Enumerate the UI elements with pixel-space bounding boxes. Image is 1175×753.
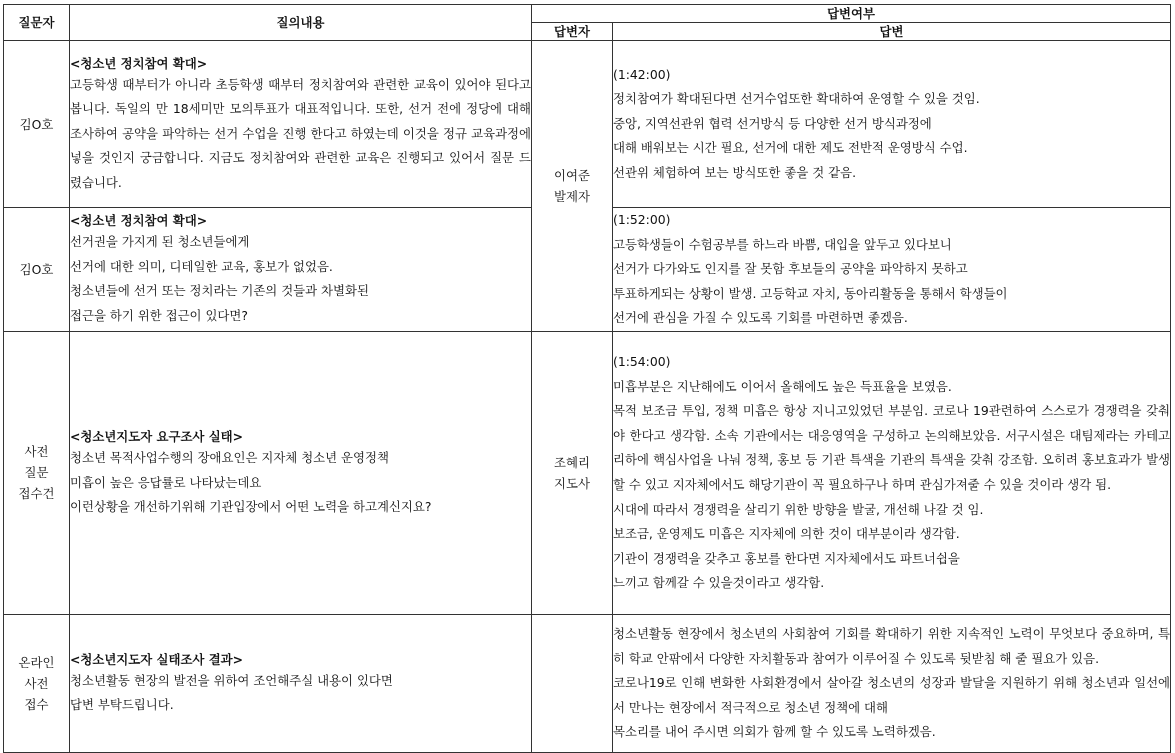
answer-line: 미흡부분은 지난해에도 이어서 올해에도 높은 득표율을 보였음.: [613, 378, 952, 394]
question-cell: [70, 614, 532, 752]
question-text: 고등학생 때부터가 아니라 초등학생 때부터 정치참여와 관련한 교육이 있어야 된다고 봅니다. 독일의 만 18세미만 모의투표가 대표적입니다. 또한, 선거 전에 정당에 대해 조사하여 공약을 파악하는 선거 수업을 진행 한다고 하였는데 이것을 정규 교육과정에 넣을 것인지 궁금합니다. 지금도 정치참여와 관련한 교육은 진행되고 있어서 질문 드렸습니다.: [70, 76, 531, 190]
question-line: 청소년 목적사업수행의 장애요인은 지자체 청소년 운영정책: [70, 450, 389, 466]
answer-line: 정치참여가 확대된다면 선거수업또한 확대하여 운영할 수 있을 것임.: [613, 91, 980, 107]
question-cell: [70, 208, 532, 332]
answerer-cell-empty: [532, 614, 613, 752]
answerer-cell: [532, 331, 613, 614]
qa-table: [3, 4, 1171, 753]
answer-line: 대해 배워보는 시간 필요, 선거에 대한 제도 전반적 운영방식 수업.: [613, 140, 968, 156]
answer-line: 투표하게되는 상황이 발생. 고등학교 자치, 동아리활동을 통해서 학생들이: [613, 285, 1008, 301]
question-title: <청소년 정치참여 확대>: [70, 55, 208, 71]
answer-line: 선관위 체험하여 보는 방식또한 좋을 것 같음.: [613, 164, 857, 180]
answer-paragraph: 코로나19로 인해 변화한 사회환경에서 살아갈 청소년의 성장과 발달을 지원하기 위해 청소년과 일선에서 만나는 현장에서 적극적으로 청소년 정책에 대해: [613, 675, 1171, 715]
answer-line: 중앙, 지역선관위 협력 선거방식 등 다양한 선거 방식과정에: [613, 115, 932, 131]
answer-cell: [613, 331, 1171, 614]
answerer-cell: [532, 41, 613, 332]
answer-time: (1:52:00): [613, 212, 671, 227]
asker-cell: 사전 질문 접수건: [4, 331, 70, 614]
table-row: [4, 614, 1171, 752]
question-line: 선거에 대한 의미, 디테일한 교육, 홍보가 없었음.: [70, 258, 333, 274]
answer-line: 선거가 다가와도 인지를 잘 못함 후보들의 공약을 파악하지 못하고: [613, 261, 968, 277]
answer-paragraph: 목적 보조금 투입, 정책 미흡은 항상 지니고있었던 부분임. 코로나 19관련하여 스스로가 경쟁력을 갖춰야 한다고 생각함. 소속 기관에서는 대응영역을 구성하고 논의해보았음. 서구시설은 대팀제라는 카테고리하에 핵심사업을 나눠 정책, 홍보 등 기관 특색을 기관의 특색을 갖춰 강조함. 오히려 홍보효과가 발생할 수 있고 지자체에서도 해당기관이 꼭 필요하구나 하며 관심가져줄 수 있을 것이라 생각 됨.: [613, 403, 1171, 492]
header-answer-status: 답변여부: [532, 5, 1171, 23]
question-line: 청소년들에 선거 또는 정치라는 기존의 것들과 차별화된: [70, 283, 369, 299]
asker-cell: 김O호: [4, 208, 70, 332]
table-row: [4, 41, 1171, 208]
asker-cell: 김O호: [4, 41, 70, 208]
answerer-name: 조혜리 지도사: [554, 454, 590, 491]
answer-cell: [613, 614, 1171, 752]
question-line: 미흡이 높은 응답률로 나타났는데요: [70, 474, 262, 490]
question-line: 접근을 하기 위한 접근이 있다면?: [70, 308, 248, 324]
answer-time: (1:42:00): [613, 66, 671, 82]
table-row: [4, 331, 1171, 614]
answer-paragraph: 청소년활동 현장에서 청소년의 사회참여 기회를 확대하기 위한 지속적인 노력이 무엇보다 중요하며, 특히 학교 안팎에서 다양한 자치활동과 참여가 이루어질 수 있도록 뒷받침 해 줄 필요가 있음.: [613, 625, 1171, 666]
answer-cell: [613, 208, 1171, 332]
question-cell: [70, 41, 532, 208]
question-line: 이런상황을 개선하기위해 기관입장에서 어떤 노력을 하고계신지요?: [70, 499, 432, 515]
question-line: 답변 부탁드립니다.: [70, 697, 174, 713]
answer-line: 고등학생들이 수험공부를 하느라 바쁨, 대입을 앞두고 있다보니: [613, 236, 952, 252]
question-line: 청소년활동 현장의 발전을 위하여 조언해주실 내용이 있다면: [70, 672, 393, 688]
answer-line: 느끼고 함께갈 수 있을것이라고 생각함.: [613, 575, 825, 591]
header-answer: 답변: [613, 23, 1171, 41]
answer-cell: [613, 41, 1171, 208]
answerer-name: 이여준 발제자: [554, 167, 590, 204]
answer-line: 목소리를 내어 주시면 의회가 함께 할 수 있도록 노력하겠음.: [613, 724, 936, 740]
question-line: 선거권을 가지게 된 청소년들에게: [70, 234, 250, 250]
question-title: <청소년 정치참여 확대>: [70, 213, 208, 229]
asker-cell: 온라인 사전 접수: [4, 614, 70, 752]
header-question: 질의내용: [70, 5, 532, 41]
answer-line: 선거에 관심을 가질 수 있도록 기회를 마련하면 좋겠음.: [613, 310, 908, 326]
question-title: <청소년지도자 요구조사 실태>: [70, 429, 244, 445]
question-cell: [70, 331, 532, 614]
answer-line: 보조금, 운영제도 미흡은 지자체에 의한 것이 대부분이라 생각함.: [613, 526, 960, 542]
answer-line: 시대에 따라서 경쟁력을 살리기 위한 방향을 발굴, 개선해 나갈 것 임.: [613, 501, 984, 517]
answer-line: 기관이 경쟁력을 갖추고 홍보를 한다면 지자체에서도 파트너쉽을: [613, 550, 960, 566]
question-title: <청소년지도자 실태조사 결과>: [70, 651, 244, 667]
header-asker: 질문자: [4, 5, 70, 41]
answer-time: (1:54:00): [613, 354, 671, 369]
header-answerer: 답변자: [532, 23, 613, 41]
